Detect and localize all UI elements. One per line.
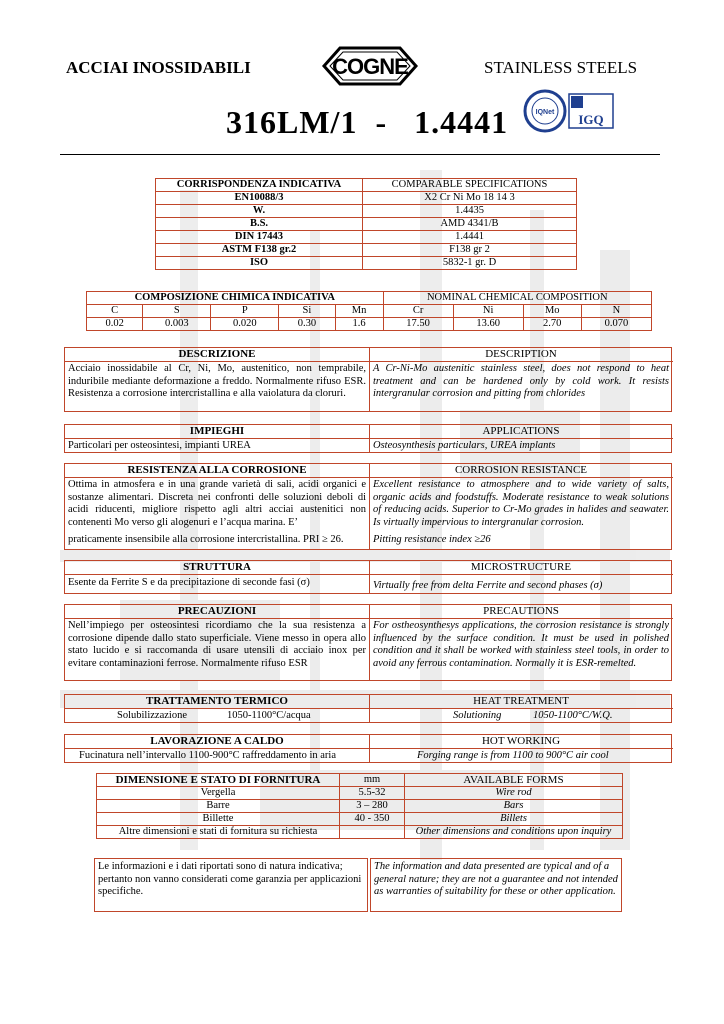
disclaimer-en: The information and data presented are typical and of a general nature; they are not a guarantee and not intended as warranties of suitability for these or other application. (370, 858, 622, 912)
spec-value: AMD 4341/B (363, 218, 577, 231)
element-symbol: C (87, 305, 143, 318)
element-value: 1.6 (335, 318, 383, 331)
applications-en-title: APPLICATIONS (369, 425, 673, 439)
certification-logos (523, 88, 619, 134)
table-row (156, 244, 577, 257)
corrosion-en-title: CORROSION RESISTANCE (369, 464, 673, 478)
composition-left-header: COMPOSIZIONE CHIMICA INDICATIVA (87, 292, 384, 305)
spec-value: X2 Cr Ni Mo 18 14 3 (363, 192, 577, 205)
element-symbol: Mo (523, 305, 581, 318)
spec-standard: B.S. (156, 218, 363, 231)
corrosion-section (64, 463, 672, 550)
structure-it-text: Esente da Ferrite S e da precipitazione di seconde fasi (σ) (68, 577, 310, 588)
applications-en-text: Osteosynthesis particulars, UREA implants (373, 440, 556, 451)
form-mm (340, 826, 405, 839)
element-symbol: Si (279, 305, 335, 318)
column-divider (369, 348, 370, 411)
corrosion-en-text: Excellent resistance to atmosphere and to wide variety of salts, organic acids and foodstuffs. Moderate resistance to weak solutions of reducing acids. Superior to Cr-Mo grades in halides and seawater. Is virtually impervious to intergranular corrosion. (373, 479, 669, 528)
table-row (97, 800, 623, 813)
heat-it-value: 1050-1100°C/acqua (227, 710, 311, 721)
corrosion-it-text: Ottima in atmosfera e in una grande varietà di sali, acidi organici e sostanze alimentari. Discreta nei confronti delle soluzioni deboli di acidi riducenti, migliore rispetto agli altri acciai austenitici non contenenti Mo verso gli alogenuri e l’acqua marina. E’ (68, 479, 366, 528)
structure-en-title: MICROSTRUCTURE (369, 561, 673, 575)
cogne-logo (318, 44, 422, 88)
element-value: 0.30 (279, 318, 335, 331)
spec-standard: ASTM F138 gr.2 (156, 244, 363, 257)
heat-treatment-section (64, 694, 672, 723)
spec-right-header: COMPARABLE SPECIFICATIONS (363, 179, 577, 192)
header-rule (60, 154, 660, 155)
element-symbol: Ni (453, 305, 523, 318)
form-en: Billets (405, 813, 623, 826)
description-en-text: A Cr-Ni-Mo austenitic stainless steel, does not respond to heat treatment and can be hardened only by cold work. It resists intergranular corrosion and pitting from chlorides (373, 363, 669, 400)
column-divider (369, 425, 370, 452)
hot-it-text: Fucinatura nell’intervallo 1100-900°C raffreddamento in aria (79, 750, 336, 761)
grade-title: 316LM/1 - 1.4441 (226, 104, 509, 140)
hot-working-section (64, 734, 672, 763)
disclaimer-it: Le informazioni e i dati riportati sono di natura indicativa; pertanto non vanno considerati come garanzia per applicazioni specifiche. (94, 858, 368, 912)
form-mm: 40 - 350 (340, 813, 405, 826)
heat-it-title: TRATTAMENTO TERMICO (65, 695, 370, 709)
description-section (64, 347, 672, 412)
element-value: 0.070 (581, 318, 651, 331)
form-mm: 3 – 280 (340, 800, 405, 813)
heat-en-label: Solutioning (453, 710, 502, 721)
spec-standard: DIN 17443 (156, 231, 363, 244)
form-it: Vergella (97, 787, 340, 800)
heat-en-title: HEAT TREATMENT (369, 695, 673, 709)
composition-table (86, 291, 652, 331)
column-divider (369, 561, 370, 593)
element-value: 0.02 (87, 318, 143, 331)
column-divider (369, 464, 370, 549)
corrosion-en-text-2: Pitting resistance index ≥26 (373, 534, 491, 545)
form-mm: 5.5-32 (340, 787, 405, 800)
form-en: Other dimensions and conditions upon inquiry (405, 826, 623, 839)
spec-standard: EN10088/3 (156, 192, 363, 205)
element-value: 13.60 (453, 318, 523, 331)
table-row (97, 787, 623, 800)
corrosion-it-title: RESISTENZA ALLA CORROSIONE (65, 464, 370, 478)
structure-it-title: STRUTTURA (65, 561, 370, 575)
element-value: 0.020 (211, 318, 279, 331)
element-row (87, 305, 652, 318)
table-row (156, 231, 577, 244)
element-value: 0.003 (143, 318, 211, 331)
column-divider (369, 695, 370, 722)
spec-value: F138 gr 2 (363, 244, 577, 257)
column-divider (369, 605, 370, 680)
element-symbol: Cr (383, 305, 453, 318)
element-symbol: Mn (335, 305, 383, 318)
table-row (156, 205, 577, 218)
description-it-text: Acciaio inossidabile al Cr, Ni, Mo, austenitico, non temprabile, induribile mediante deformazione a freddo. Normalmente rifuso ESR. Resistenza a corrosione intercristallina e alla vaiolatura da cloruri. (68, 363, 366, 400)
form-it: Billette (97, 813, 340, 826)
heat-en-value: 1050-1100°C/W.Q. (533, 710, 613, 721)
structure-section (64, 560, 672, 594)
element-symbol: N (581, 305, 651, 318)
applications-section (64, 424, 672, 453)
precautions-it-title: PRECAUZIONI (65, 605, 370, 619)
iqnet-label: IQNet (535, 109, 555, 116)
form-it: Altre dimensioni e stati di fornitura su richiesta (97, 826, 340, 839)
precautions-it-text: Nell’impiego per osteosintesi ricordiamo che la sua resistenza a corrosione dipende dallo stato superficiale. Viene messo in opera allo stato lucido e si raccomanda di usare utensili di acciaio inox per evitare contaminazioni ferrose. Normalmente rifuso ESR (68, 620, 366, 669)
spec-left-header: CORRISPONDENZA INDICATIVA (156, 179, 363, 192)
form-en: Wire rod (405, 787, 623, 800)
table-row (97, 826, 623, 839)
spec-standard: ISO (156, 257, 363, 270)
form-it: Barre (97, 800, 340, 813)
igq-label: IGQ (578, 112, 604, 127)
structure-en-text: Virtually free from delta Ferrite and second phases (σ) (373, 580, 603, 591)
element-symbol: P (211, 305, 279, 318)
header-left-title: ACCIAI INOSSIDABILI (66, 58, 251, 77)
spec-value: 5832-1 gr. D (363, 257, 577, 270)
table-row (156, 257, 577, 270)
description-en-title: DESCRIPTION (369, 348, 673, 362)
heat-it-label: Solubilizzazione (117, 710, 187, 721)
specifications-table (155, 178, 577, 270)
logo-text: COGNE (332, 54, 408, 79)
spec-value: 1.4441 (363, 231, 577, 244)
precautions-en-text: For ostheosynthesys applications, the corrosion resistance is strongly influenced by the surface condition. It must be used in polished condition and it shall be worked with stainless steel tools, in order to avoid any ferrous contamination. Normally it is ESR-remelted. (373, 620, 669, 669)
element-symbol: S (143, 305, 211, 318)
precautions-section (64, 604, 672, 681)
spec-standard: W. (156, 205, 363, 218)
corrosion-it-text-2: praticamente insensibile alla corrosione intercristallina. PRI ≥ 26. (68, 534, 344, 545)
precautions-en-title: PRECAUTIONS (369, 605, 673, 619)
column-divider (369, 735, 370, 762)
spec-value: 1.4435 (363, 205, 577, 218)
forms-unit: mm (340, 774, 405, 787)
table-row (97, 813, 623, 826)
hot-en-title: HOT WORKING (369, 735, 673, 749)
composition-right-header: NOMINAL CHEMICAL COMPOSITION (383, 292, 651, 305)
forms-it-title: DIMENSIONE E STATO DI FORNITURA (97, 774, 340, 787)
header-right-title: STAINLESS STEELS (484, 58, 638, 77)
table-row (156, 192, 577, 205)
description-it-title: DESCRIZIONE (65, 348, 370, 362)
available-forms-table (96, 773, 623, 839)
hot-en-text: Forging range is from 1100 to 900°C air cool (417, 750, 609, 761)
element-value: 2.70 (523, 318, 581, 331)
applications-it-title: IMPIEGHI (65, 425, 370, 439)
value-row (87, 318, 652, 331)
hot-it-title: LAVORAZIONE A CALDO (65, 735, 370, 749)
forms-en-title: AVAILABLE FORMS (405, 774, 623, 787)
form-en: Bars (405, 800, 623, 813)
element-value: 17.50 (383, 318, 453, 331)
applications-it-text: Particolari per osteosintesi, impianti UREA (68, 440, 251, 451)
table-row (156, 218, 577, 231)
